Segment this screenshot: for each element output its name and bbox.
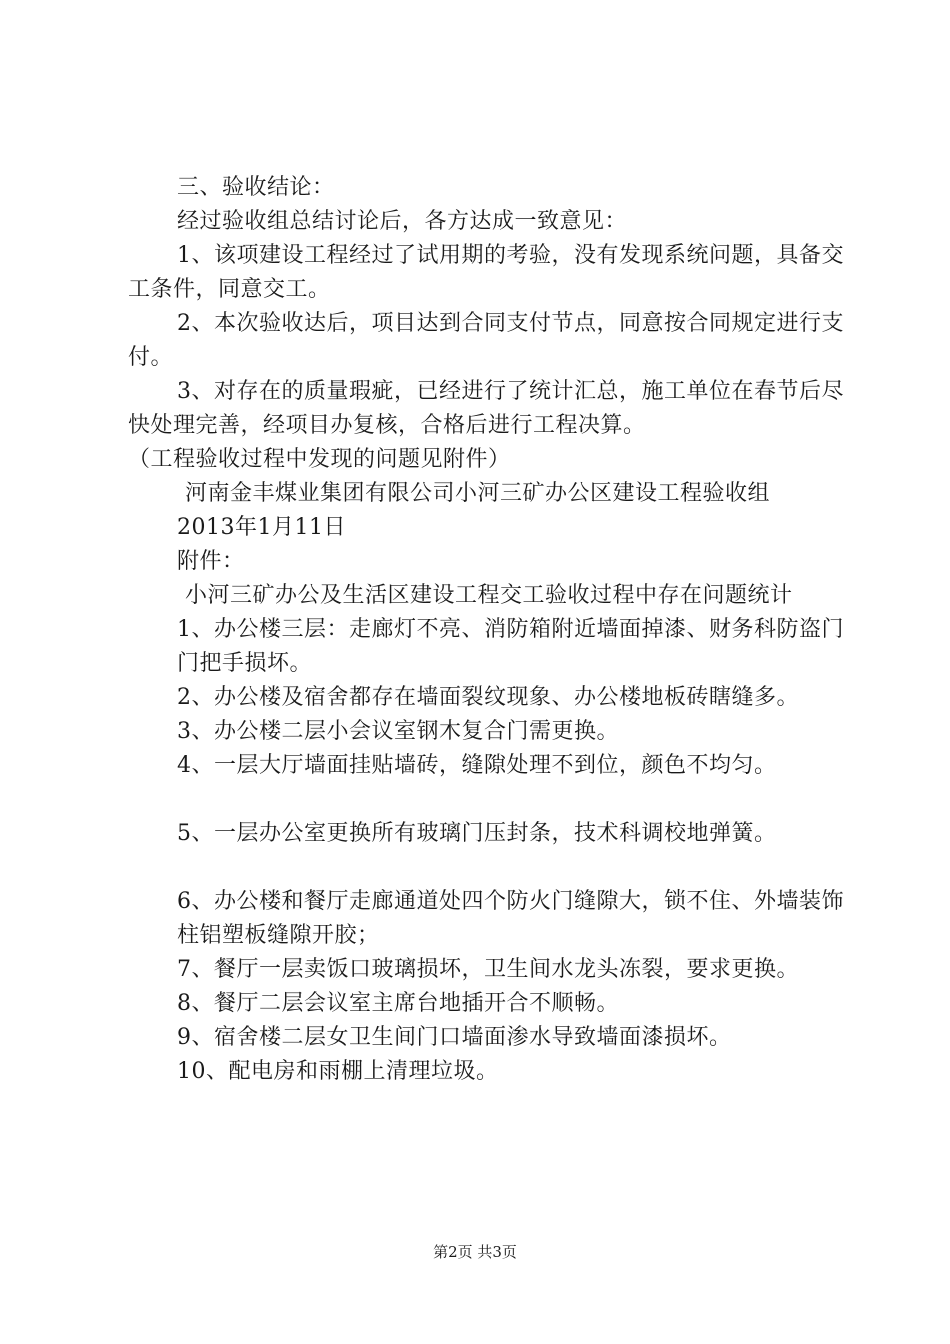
issue-item: 1、办公楼三层：走廊灯不亮、消防箱附近墙面掉漆、财务科防盗门 xyxy=(177,617,844,642)
attachment-label: 附件： xyxy=(177,549,245,574)
blank-line xyxy=(128,783,848,817)
issue-item: 4、一层大厅墙面挂贴墙砖，缝隙处理不到位，颜色不均匀。 xyxy=(177,753,777,778)
issue-item: 5、一层办公室更换所有玻璃门压封条，技术科调校地弹簧。 xyxy=(177,821,777,846)
page-number: 第2页 共3页 xyxy=(433,1243,517,1261)
intro-paragraph: 经过验收组总结讨论后，各方达成一致意见： xyxy=(177,209,628,234)
issue-item: 9、宿舍楼二层女卫生间门口墙面渗水导致墙面漆损坏。 xyxy=(177,1025,732,1050)
issue-item-continuation: 门把手损坏。 xyxy=(177,651,313,676)
signature-date: 2013年1月11日 xyxy=(177,515,346,540)
section-heading: 三、验收结论： xyxy=(177,175,335,200)
conclusion-item: 1、该项建设工程经过了试用期的考验，没有发现系统问题，具备交工条件，同意交工。 xyxy=(128,243,844,302)
attachment-title: 小河三矿办公及生活区建设工程交工验收过程中存在问题统计 xyxy=(185,583,793,608)
issue-item: 8、餐厅二层会议室主席台地插开合不顺畅。 xyxy=(177,991,619,1016)
blank-line xyxy=(128,851,848,885)
issue-item-continuation: 柱铝塑板缝隙开胶； xyxy=(177,923,380,948)
attachment-note: （工程验收过程中发现的问题见附件） xyxy=(128,447,511,472)
document-body xyxy=(128,171,848,1089)
conclusion-item: 2、本次验收达后，项目达到合同支付节点，同意按合同规定进行支付。 xyxy=(128,311,844,370)
page-footer xyxy=(0,1242,950,1262)
issue-item: 3、办公楼二层小会议室钢木复合门需更换。 xyxy=(177,719,619,744)
issue-item: 7、餐厅一层卖饭口玻璃损坏，卫生间水龙头冻裂，要求更换。 xyxy=(177,957,799,982)
issue-item: 10、配电房和雨棚上清理垃圾。 xyxy=(177,1059,499,1084)
issue-item: 2、办公楼及宿舍都存在墙面裂纹现象、办公楼地板砖瞎缝多。 xyxy=(177,685,799,710)
issue-item: 6、办公楼和餐厅走廊通道处四个防火门缝隙大，锁不住、外墙装饰 xyxy=(177,889,844,914)
conclusion-item: 3、对存在的质量瑕疵，已经进行了统计汇总，施工单位在春节后尽快处理完善，经项目办复核，合格后进行工程决算。 xyxy=(128,379,844,438)
signature-org: 河南金丰煤业集团有限公司小河三矿办公区建设工程验收组 xyxy=(185,481,771,506)
